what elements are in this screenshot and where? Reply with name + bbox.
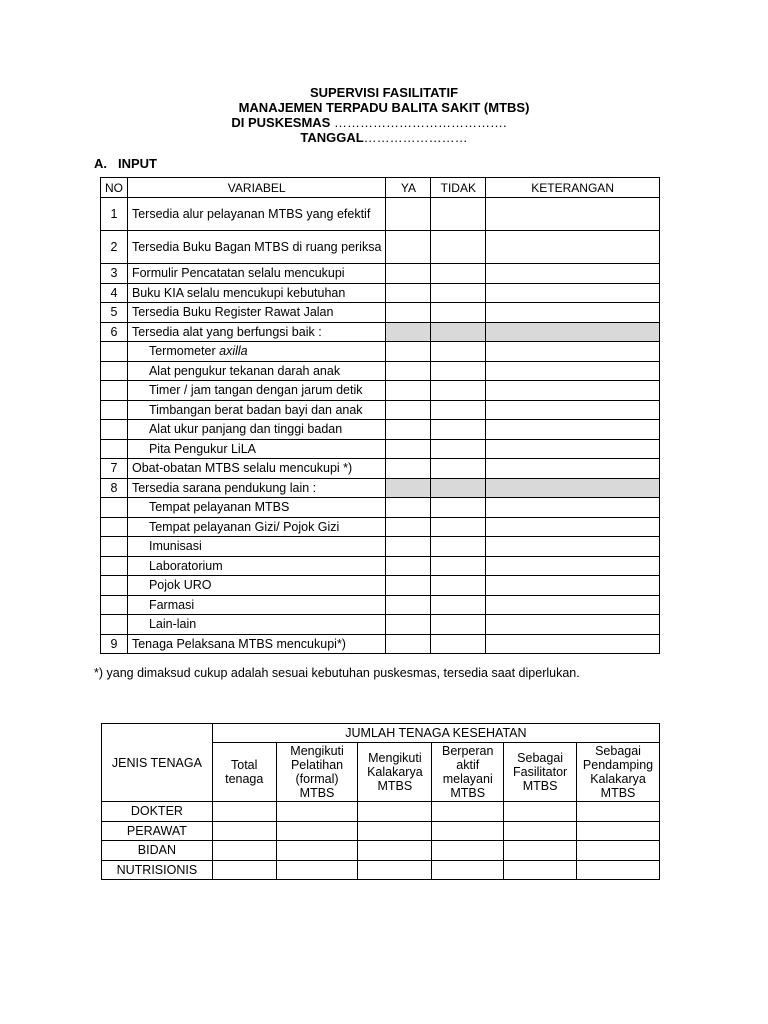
sub-header-line: Kalakarya — [590, 772, 646, 786]
variable-label: Tersedia sarana pendukung lain : — [131, 480, 317, 495]
variable-label: Tenaga Pelaksana MTBS mencukupi*) — [131, 636, 346, 651]
variable-label: Imunisasi — [148, 539, 202, 554]
tidak-cell[interactable] — [431, 517, 486, 537]
sub-header-line: Sebagai — [517, 751, 564, 765]
title-line-3 — [0, 115, 768, 130]
ya-cell[interactable] — [386, 303, 431, 323]
table-row — [101, 615, 660, 635]
ya-cell[interactable] — [386, 342, 431, 362]
tidak-cell[interactable] — [431, 198, 486, 231]
keterangan-cell[interactable] — [486, 283, 660, 303]
tidak-cell[interactable] — [431, 322, 486, 342]
sub-header-line: MTBS — [450, 786, 486, 800]
row-number — [101, 342, 128, 362]
table-row — [101, 634, 660, 654]
keterangan-cell[interactable] — [486, 439, 660, 459]
staff-count-cell[interactable] — [504, 841, 577, 861]
tidak-cell[interactable] — [431, 283, 486, 303]
input-table-header-row — [101, 178, 660, 198]
variable-text — [127, 264, 385, 284]
tidak-cell[interactable] — [431, 420, 486, 440]
staff-count-cell[interactable] — [276, 860, 358, 880]
col-header-variabel: VARIABEL — [127, 178, 385, 198]
staff-count-cell[interactable] — [432, 860, 504, 880]
sub-header-line: Total — [231, 758, 258, 772]
keterangan-cell[interactable] — [486, 517, 660, 537]
tidak-cell[interactable] — [431, 231, 486, 264]
table-row — [101, 556, 660, 576]
sub-header-line: Sebagai — [595, 744, 641, 758]
row-number: 2 — [101, 231, 128, 264]
table-row — [101, 381, 660, 401]
keterangan-cell[interactable] — [486, 420, 660, 440]
variable-text — [127, 361, 385, 381]
staff-row — [102, 821, 660, 841]
title-line-4 — [0, 130, 768, 145]
variable-label: Pita Pengukur LiLA — [148, 441, 256, 456]
staff-sub-header — [432, 743, 504, 802]
table-row — [101, 498, 660, 518]
col-header-no: NO — [101, 178, 128, 198]
tidak-cell[interactable] — [431, 615, 486, 635]
staff-count-cell[interactable] — [358, 802, 432, 822]
variable-italic: axilla — [219, 344, 248, 359]
section-letter: A. — [94, 156, 107, 171]
variable-text — [127, 595, 385, 615]
variable-text — [127, 231, 385, 264]
section-title: INPUT — [118, 156, 157, 171]
variable-label: Tersedia Buku Register Rawat Jalan — [131, 305, 334, 320]
variable-label: Obat-obatan MTBS selalu mencukupi *) — [131, 461, 353, 476]
variable-label: Tempat pelayanan Gizi/ Pojok Gizi — [148, 519, 340, 534]
tidak-cell[interactable] — [431, 576, 486, 596]
staff-row — [102, 802, 660, 822]
table-row — [101, 303, 660, 323]
sub-header-line: Berperan — [442, 744, 494, 758]
sub-header-line: (formal) — [295, 772, 339, 786]
tidak-cell[interactable] — [431, 634, 486, 654]
staff-count-cell[interactable] — [212, 802, 276, 822]
col-header-keterangan: KETERANGAN — [486, 178, 660, 198]
staff-count-cell[interactable] — [358, 841, 432, 861]
footnote: *) yang dimaksud cukup adalah sesuai kebutuhan puskesmas, tersedia saat diperlukan. — [94, 666, 580, 680]
keterangan-cell[interactable] — [486, 400, 660, 420]
table-row — [101, 478, 660, 498]
staff-count-cell[interactable] — [577, 860, 660, 880]
table-row — [101, 400, 660, 420]
variable-label: Pojok URO — [148, 578, 212, 593]
table-row — [101, 198, 660, 231]
ya-cell[interactable] — [386, 264, 431, 284]
variable-text — [127, 439, 385, 459]
jumlah-tenaga-header: JUMLAH TENAGA KESEHATAN — [212, 724, 659, 743]
staff-count-cell[interactable] — [276, 821, 358, 841]
ya-cell[interactable] — [386, 498, 431, 518]
row-number — [101, 556, 128, 576]
variable-text — [127, 615, 385, 635]
staff-count-cell[interactable] — [358, 821, 432, 841]
sub-header-line: MTBS — [299, 786, 335, 800]
ya-cell[interactable] — [386, 231, 431, 264]
ya-cell[interactable] — [386, 198, 431, 231]
table-row — [101, 459, 660, 479]
staff-sub-header — [276, 743, 358, 802]
variable-text — [127, 556, 385, 576]
tidak-cell[interactable] — [431, 478, 486, 498]
variable-text — [127, 537, 385, 557]
variable-text — [127, 420, 385, 440]
keterangan-cell[interactable] — [486, 264, 660, 284]
keterangan-cell[interactable] — [486, 322, 660, 342]
tidak-cell[interactable] — [431, 537, 486, 557]
variable-label: Buku KIA selalu mencukupi kebutuhan — [131, 285, 346, 300]
keterangan-cell[interactable] — [486, 576, 660, 596]
table-row — [101, 537, 660, 557]
variable-text — [127, 283, 385, 303]
table-row — [101, 361, 660, 381]
staff-count-cell[interactable] — [212, 841, 276, 861]
staff-row — [102, 841, 660, 861]
sub-header-line: Mengikuti — [290, 744, 344, 758]
variable-text — [127, 342, 385, 362]
staff-count-table — [101, 723, 660, 880]
ya-cell[interactable] — [386, 634, 431, 654]
variable-text — [127, 634, 385, 654]
row-number — [101, 498, 128, 518]
keterangan-cell[interactable] — [486, 459, 660, 479]
row-number — [101, 400, 128, 420]
table-row — [101, 264, 660, 284]
table-row — [101, 595, 660, 615]
row-number — [101, 420, 128, 440]
variable-label: Formulir Pencatatan selalu mencukupi — [131, 266, 345, 281]
tidak-cell[interactable] — [431, 381, 486, 401]
variable-text — [127, 459, 385, 479]
variable-text — [127, 400, 385, 420]
ya-cell[interactable] — [386, 615, 431, 635]
row-number — [101, 517, 128, 537]
keterangan-cell[interactable] — [486, 615, 660, 635]
variable-label: Farmasi — [148, 597, 195, 612]
tidak-cell[interactable] — [431, 264, 486, 284]
tidak-cell[interactable] — [431, 459, 486, 479]
sub-header-line: tenaga — [225, 772, 264, 786]
table-row — [101, 231, 660, 264]
staff-sub-header — [358, 743, 432, 802]
variable-text — [127, 576, 385, 596]
sub-header-line: Kalakarya — [367, 765, 423, 779]
row-number: 5 — [101, 303, 128, 323]
ya-cell[interactable] — [386, 283, 431, 303]
keterangan-cell[interactable] — [486, 634, 660, 654]
row-number: 6 — [101, 322, 128, 342]
tidak-cell[interactable] — [431, 400, 486, 420]
staff-count-cell[interactable] — [504, 802, 577, 822]
variable-label: Lain-lain — [148, 617, 197, 632]
tidak-cell[interactable] — [431, 556, 486, 576]
variable-text — [127, 198, 385, 231]
sub-header-line: MTBS — [377, 779, 413, 793]
ya-cell[interactable] — [386, 459, 431, 479]
sub-header-line: Fasilitator — [513, 765, 568, 779]
variable-label: Laboratorium — [148, 558, 223, 573]
variable-label: Termometer — [148, 344, 220, 359]
variable-label: Timbangan berat badan bayi dan anak — [148, 402, 363, 417]
variable-text — [127, 303, 385, 323]
staff-type-label: DOKTER — [102, 802, 213, 822]
document-header — [0, 85, 768, 145]
variable-text — [127, 478, 385, 498]
variable-text — [127, 322, 385, 342]
keterangan-cell[interactable] — [486, 198, 660, 231]
staff-count-cell[interactable] — [358, 860, 432, 880]
table-row — [101, 420, 660, 440]
ya-cell[interactable] — [386, 517, 431, 537]
staff-count-cell[interactable] — [504, 860, 577, 880]
puskesmas-label: DI PUSKESMAS — [231, 115, 334, 130]
sub-header-line: Pelatihan — [290, 758, 344, 772]
staff-count-cell[interactable] — [212, 821, 276, 841]
staff-count-cell[interactable] — [504, 821, 577, 841]
ya-cell[interactable] — [386, 537, 431, 557]
keterangan-cell[interactable] — [486, 537, 660, 557]
row-number: 3 — [101, 264, 128, 284]
keterangan-cell[interactable] — [486, 342, 660, 362]
keterangan-cell[interactable] — [486, 231, 660, 264]
variable-label: Alat ukur panjang dan tinggi badan — [148, 422, 343, 437]
staff-count-cell[interactable] — [432, 821, 504, 841]
ya-cell[interactable] — [386, 576, 431, 596]
keterangan-cell[interactable] — [486, 595, 660, 615]
row-number — [101, 381, 128, 401]
staff-sub-header — [577, 743, 660, 802]
tidak-cell[interactable] — [431, 498, 486, 518]
variable-label: Tersedia Buku Bagan MTBS di ruang periksa — [131, 240, 382, 254]
staff-count-cell[interactable] — [577, 802, 660, 822]
tidak-cell[interactable] — [431, 595, 486, 615]
ya-cell[interactable] — [386, 322, 431, 342]
ya-cell[interactable] — [386, 400, 431, 420]
keterangan-cell[interactable] — [486, 303, 660, 323]
row-number: 4 — [101, 283, 128, 303]
staff-count-cell[interactable] — [432, 841, 504, 861]
sub-header-line: MTBS — [522, 779, 558, 793]
ya-cell[interactable] — [386, 439, 431, 459]
staff-sub-header — [504, 743, 577, 802]
row-number: 8 — [101, 478, 128, 498]
keterangan-cell[interactable] — [486, 556, 660, 576]
row-number — [101, 537, 128, 557]
ya-cell[interactable] — [386, 595, 431, 615]
ya-cell[interactable] — [386, 556, 431, 576]
row-number: 9 — [101, 634, 128, 654]
table-row — [101, 283, 660, 303]
variable-text — [127, 517, 385, 537]
keterangan-cell[interactable] — [486, 361, 660, 381]
variable-text — [127, 498, 385, 518]
row-number — [101, 576, 128, 596]
staff-count-cell[interactable] — [577, 821, 660, 841]
title-line-2: MANAJEMEN TERPADU BALITA SAKIT (MTBS) — [238, 100, 530, 115]
keterangan-cell[interactable] — [486, 498, 660, 518]
tidak-cell[interactable] — [431, 303, 486, 323]
sub-header-line: melayani — [442, 772, 493, 786]
staff-count-cell[interactable] — [212, 860, 276, 880]
ya-cell[interactable] — [386, 420, 431, 440]
row-number — [101, 439, 128, 459]
sub-header-line: Mengikuti — [368, 751, 422, 765]
tanggal-label: TANGGAL — [300, 130, 364, 145]
staff-count-cell[interactable] — [432, 802, 504, 822]
title-line-1: SUPERVISI FASILITATIF — [309, 85, 459, 100]
variable-label: Alat pengukur tekanan darah anak — [148, 363, 341, 378]
variable-text — [127, 381, 385, 401]
row-number — [101, 361, 128, 381]
tidak-cell[interactable] — [431, 342, 486, 362]
tanggal-blank: …………………… — [363, 130, 468, 145]
ya-cell[interactable] — [386, 381, 431, 401]
row-number — [101, 595, 128, 615]
puskesmas-blank: …………………………………. — [333, 115, 507, 130]
tidak-cell[interactable] — [431, 361, 486, 381]
sub-header-line: Pendamping — [582, 758, 654, 772]
staff-row — [102, 860, 660, 880]
keterangan-cell[interactable] — [486, 381, 660, 401]
col-header-ya: YA — [386, 178, 431, 198]
table-row — [101, 517, 660, 537]
tidak-cell[interactable] — [431, 439, 486, 459]
staff-sub-header — [212, 743, 276, 802]
staff-type-label: BIDAN — [102, 841, 213, 861]
staff-count-cell[interactable] — [276, 841, 358, 861]
variable-label: Tersedia alur pelayanan MTBS yang efektif — [131, 207, 371, 221]
ya-cell[interactable] — [386, 478, 431, 498]
row-number: 7 — [101, 459, 128, 479]
section-heading — [94, 156, 157, 171]
jenis-tenaga-header: JENIS TENAGA — [102, 724, 213, 802]
table-row — [101, 439, 660, 459]
col-header-tidak: TIDAK — [431, 178, 486, 198]
sub-header-line: aktif — [456, 758, 480, 772]
table-row — [101, 576, 660, 596]
table-row — [101, 322, 660, 342]
staff-count-cell[interactable] — [276, 802, 358, 822]
variable-label: Tersedia alat yang berfungsi baik : — [131, 324, 322, 339]
table-row — [101, 342, 660, 362]
ya-cell[interactable] — [386, 361, 431, 381]
sub-header-line: MTBS — [600, 786, 636, 800]
staff-type-label: NUTRISIONIS — [102, 860, 213, 880]
keterangan-cell[interactable] — [486, 478, 660, 498]
input-checklist-table — [100, 177, 660, 654]
variable-label: Tempat pelayanan MTBS — [148, 500, 290, 515]
staff-type-label: PERAWAT — [102, 821, 213, 841]
staff-count-cell[interactable] — [577, 841, 660, 861]
row-number — [101, 615, 128, 635]
row-number: 1 — [101, 198, 128, 231]
variable-label: Timer / jam tangan dengan jarum detik — [148, 383, 363, 398]
